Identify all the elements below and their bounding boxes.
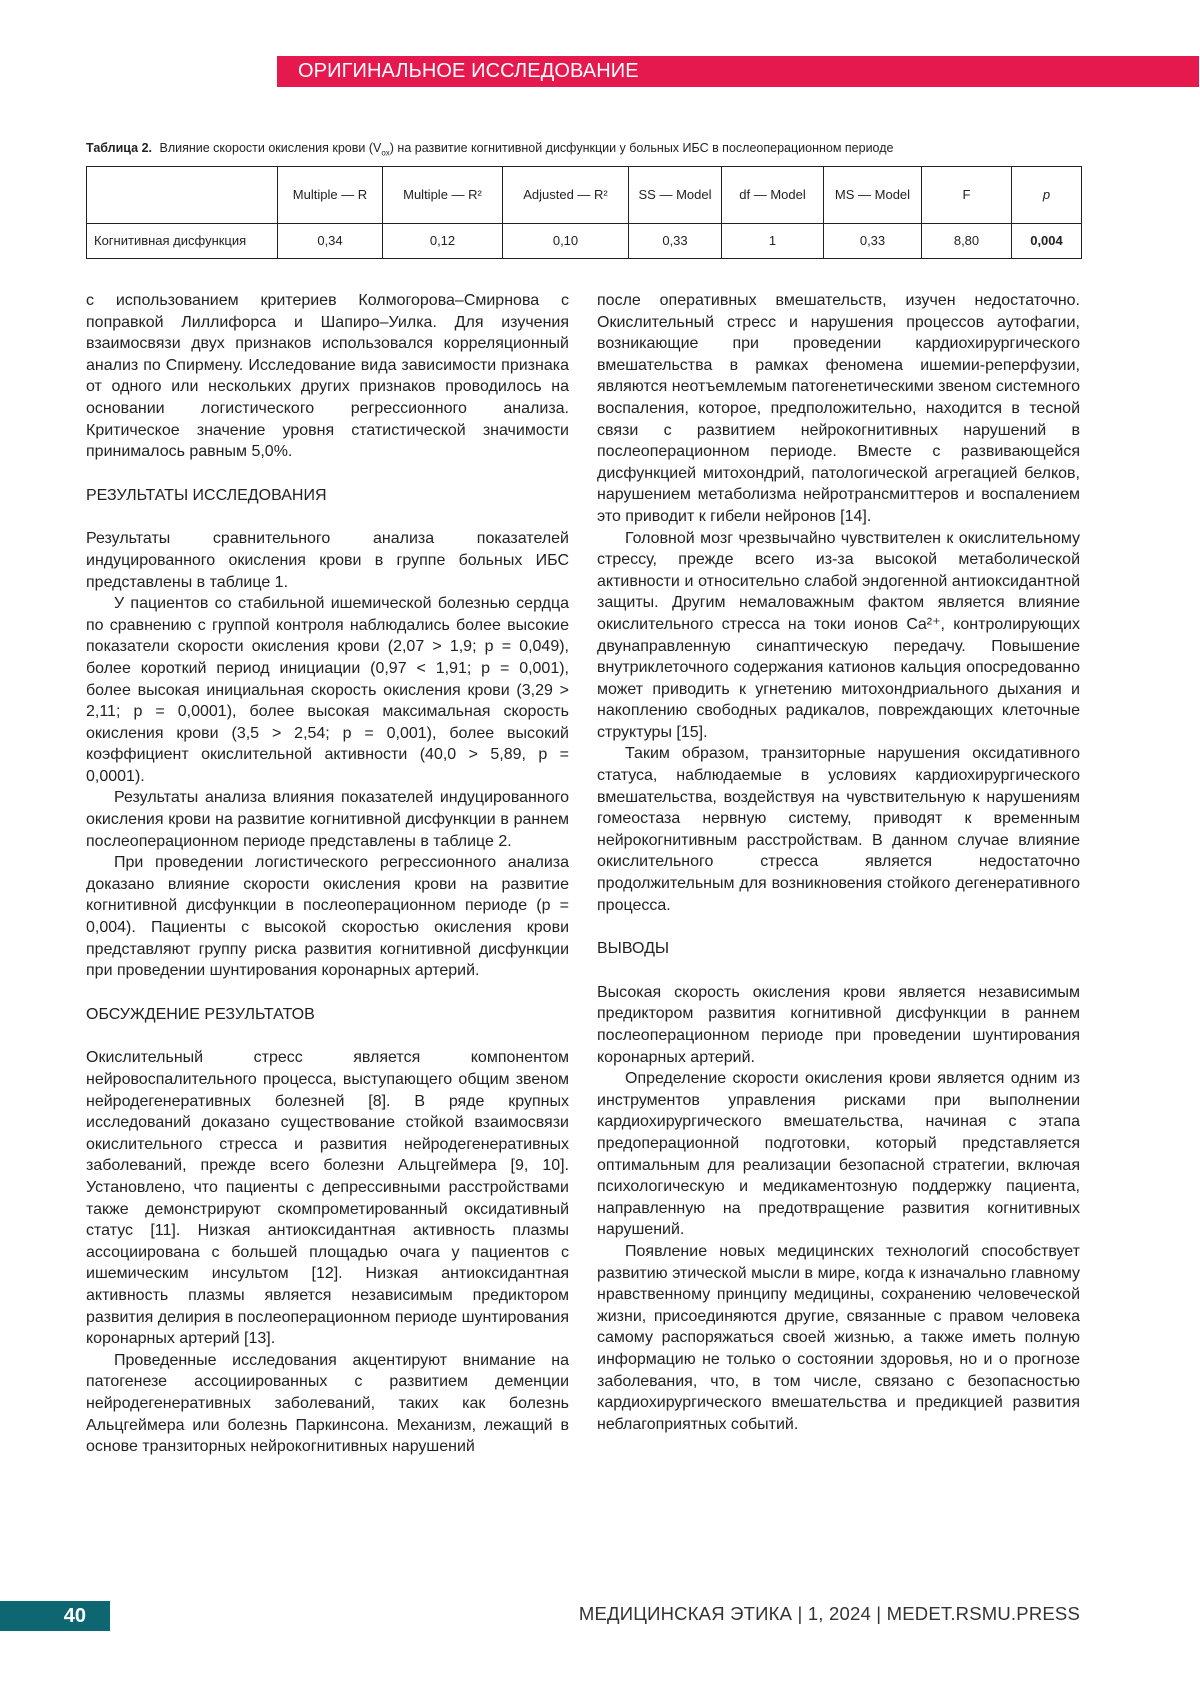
table-cell: 0,33 bbox=[629, 224, 722, 259]
paragraph: Окислительный стресс является компонентом нейровоспалительного процесса, выступающего общим звеном нейродегенеративных болезней [8]. В ряде крупных исследований доказано существование стойкой взаимосвязи окислительного стресса и развития нейродегенеративных заболеваний, прежде всего болезни Альцгеймера [9, 10]. Установлено, что пациенты с депрессивными расстройствами также демонстрируют скомпрометированный оксидативный статус [11]. Низкая антиоксидантная активность плазмы ассоциирована с большей площадью очага у пациентов с ишемическим инсультом [12]. Низкая антиоксидантная активность плазмы является независимым предиктором развития делирия в послеоперационном периоде шунтирования коронарных артерий [13]. bbox=[86, 1049, 569, 1348]
table-cell: Когнитивная дисфункция bbox=[87, 224, 278, 259]
table-cell: 0,33 bbox=[824, 224, 922, 259]
table-caption bbox=[86, 140, 1126, 162]
paragraph: При проведении логистического регрессионного анализа доказано влияние скорости окисления крови на развитие когнитивной дисфункции в послеоперационном периоде (p = 0,004). Пациенты с высокой скоростью окисления крови представляют группу риска развития когнитивной дисфункции при проведении шунтирования коронарных артерий. bbox=[86, 854, 569, 980]
table-header-cell: df — Model bbox=[722, 167, 824, 224]
paragraph: Таким образом, транзиторные нарушения оксидативного статуса, наблюдаемые в условиях кардиохирургического вмешательства, воздействуя на чувствительную к нарушениям гомеостаза нервную систему, приводят к временным нейрокогнитивным расстройствам. В данном случае влияние окислительного стресса является недостаточно продолжительным для возникновения стойкого дегенеративного процесса. bbox=[597, 745, 1080, 914]
paragraph: Результаты анализа влияния показателей индуцированного окисления крови на развитие когнитивной дисфункции в раннем послеоперационном периоде представлены в таблице 2. bbox=[86, 789, 569, 850]
table-cell: 1 bbox=[722, 224, 824, 259]
table-caption-sub: ox bbox=[381, 148, 390, 158]
table-header-cell: Adjusted — R² bbox=[503, 167, 629, 224]
paragraph: Появление новых медицинских технологий способствует развитию этической мысли в мире, когда к изначально главному нравственному принципу медицины, сохранению человеческой жизни, присоединяются другие, связанные с правом человека самому распоряжаться своей жизнью, а также иметь полную информацию не только о состоянии здоровья, но и о прогнозе заболевания, что, в том числе, связано с безопасностью кардиохирургического вмешательства и предикцией развития неблагоприятных событий. bbox=[597, 1242, 1080, 1433]
table-cell: 0,12 bbox=[383, 224, 503, 259]
table-header-row bbox=[87, 167, 1082, 224]
right-column bbox=[597, 290, 1080, 1435]
paragraph: Результаты сравнительного анализа показателей индуцированного окисления крови в группе больных ИБС представлены в таблице 1. bbox=[86, 530, 569, 591]
table-header-cell bbox=[87, 167, 278, 224]
paragraph: после оперативных вмешательств, изучен недостаточно. Окислительный стресс и нарушения процессов аутофагии, возникающие при проведении кардиохирургического вмешательства в рамках феномена ишемии-реперфузии, являются неотъемлемым патогенетическими звеном системного воспаления, которое, предположительно, находится в тесной связи с развитием нейрокогнитивных нарушений в послеоперационном периоде. Вместе с развивающейся дисфункцией митохондрий, патологической агрегацией белков, нарушением метаболизма нейротрансмиттеров и воспалением это приводит к гибели нейронов [14]. bbox=[597, 292, 1080, 525]
heading-results: РЕЗУЛЬТАТЫ ИССЛЕДОВАНИЯ bbox=[86, 486, 327, 504]
table-header-cell: p bbox=[1012, 167, 1082, 224]
table-cell: 8,80 bbox=[922, 224, 1012, 259]
paragraph: Головной мозг чрезвычайно чувствителен к окислительному стрессу, прежде всего из-за высокой метаболической активности и относительно слабой эндогенной антиоксидантной защиты. Другим немаловажным фактом является влияние окислительного стресса на токи ионов Ca²⁺, контролирующих двунаправленную синаптическую передачу. Повышение внутриклеточного содержания катионов кальция опосредованно может приводить к угнетению митохондриального дыхания и накоплению свободных радикалов, повреждающих клеточные структуры [15]. bbox=[597, 529, 1080, 741]
paragraph: с использованием критериев Колмогорова–Смирнова с поправкой Лиллифорса и Шапиро–Уилка. Для изучения взаимосвязи двух признаков использовался корреляционный анализ по Спирмену. Исследование вида зависимости признака от одного или нескольких других признаков проводилось на основании логистического регрессионного анализа. Критическое значение уровня статистической значимости принималось равным 5,0%. bbox=[86, 292, 569, 461]
table-header-cell: F bbox=[922, 167, 1012, 224]
table-header-cell: SS — Model bbox=[629, 167, 722, 224]
table-caption-text: Влияние скорости окисления крови (V bbox=[159, 141, 382, 155]
table-cell: 0,34 bbox=[278, 224, 383, 259]
left-column bbox=[86, 290, 569, 1458]
table-cell: 0,10 bbox=[503, 224, 629, 259]
heading-discussion: ОБСУЖДЕНИЕ РЕЗУЛЬТАТОВ bbox=[86, 1005, 315, 1023]
paragraph: Высокая скорость окисления крови является независимым предиктором развития когнитивной дисфункции в раннем послеоперационном периоде при проведении шунтирования коронарных артерий. bbox=[597, 983, 1080, 1066]
table-row bbox=[87, 224, 1082, 259]
paragraph: Проведенные исследования акцентируют внимание на патогенезе ассоциированных с развитием деменции нейродегенеративных заболеваний, таких как болезнь Альцгеймера или болезнь Паркинсона. Механизм, лежащий в основе транзиторных нейрокогнитивных нарушений bbox=[86, 1351, 569, 1456]
table-header-cell: Multiple — R² bbox=[383, 167, 503, 224]
table-cell: 0,004 bbox=[1012, 224, 1082, 259]
heading-conclusions: ВЫВОДЫ bbox=[597, 940, 670, 958]
page-number: 40 bbox=[0, 1601, 110, 1631]
journal-footer: МЕДИЦИНСКАЯ ЭТИКА | 1, 2024 | MEDET.RSMU.PRESS bbox=[578, 1603, 1080, 1624]
paragraph: Определение скорости окисления крови является одним из инструментов управления рисками при выполнении кардиохирургического вмешательства, начиная с этапа предоперационной подготовки, который представляется оптимальным для реализации безопасной стратегии, включая психологическую и медикаментозную поддержку пациента, направленную на предотвращение развития когнитивных нарушений. bbox=[597, 1070, 1080, 1239]
table-header-cell: Multiple — R bbox=[278, 167, 383, 224]
table-caption-text-end: ) на развитие когнитивной дисфункции у больных ИБС в послеоперационном периоде bbox=[389, 141, 894, 155]
paragraph: У пациентов со стабильной ишемической болезнью сердца по сравнению с группой контроля наблюдались более высокие показатели скорости окисления крови (2,07 > 1,9; p = 0,049), более короткий период инициации (0,97 < 1,91; p = 0,001), более высокая инициальная скорость окисления крови (3,29 > 2,11; p = 0,0001), более высокая максимальная скорость окисления крови (3,5 > 2,54; p = 0,001), более высокий коэффициент окислительной активности (40,0 > 5,89, p = 0,0001). bbox=[86, 595, 569, 785]
section-banner: ОРИГИНАЛЬНОЕ ИССЛЕДОВАНИЕ bbox=[277, 56, 1199, 87]
regression-table bbox=[86, 166, 1082, 259]
table-caption-label: Таблица 2. bbox=[86, 141, 152, 155]
table-header-cell: MS — Model bbox=[824, 167, 922, 224]
